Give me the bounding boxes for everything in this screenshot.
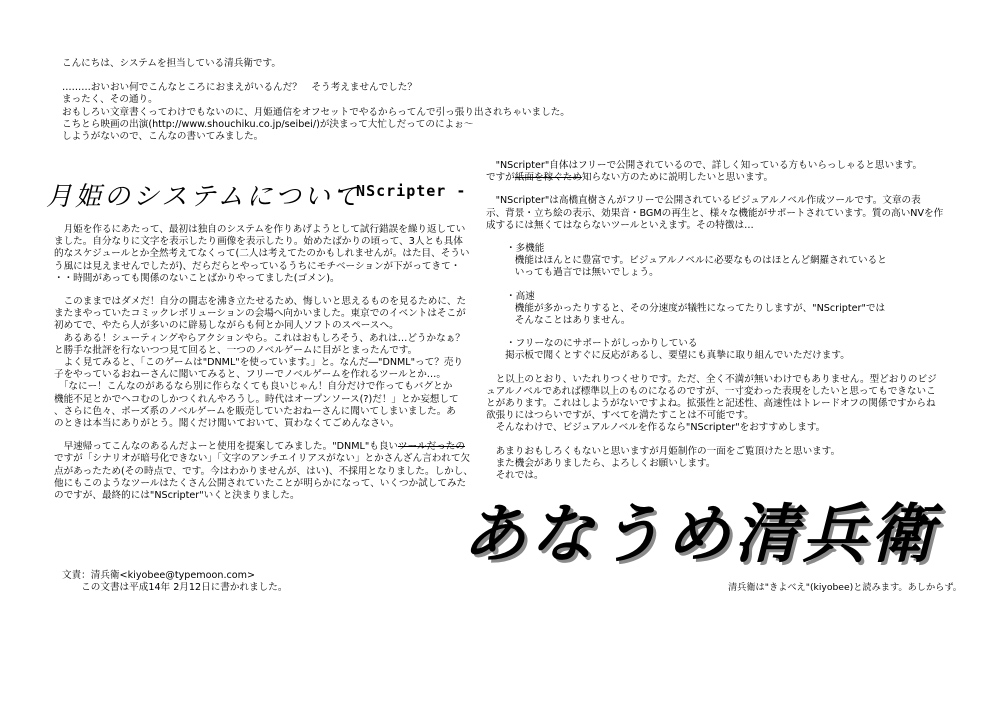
paragraph-line: ました。自分なりに文字を表示したり画像を表示したり。始めたばかりの頃って、3人とも具体: [54, 236, 463, 248]
feature-line: そんなことはありません。: [486, 315, 631, 327]
paragraph-line: と勝手な批評を行ないつつ見て回ると、一つのノベルゲームに目がとまったんです。: [54, 344, 418, 356]
author-line: 文責：清兵衛<kiyobee@typemoon.com>: [62, 570, 256, 581]
intro-line: こんにちは、システムを担当している清兵衛です。: [62, 58, 281, 69]
footer-credits: [62, 570, 287, 594]
paragraph-line: 的なスケジュールとか全然考えてなくって(二人は考えてたのかもしれませんが。はた目、そうい: [54, 248, 470, 260]
feature-line: 機能はほんとに豊富です。ビジュアルノベルに必要なものはほとんど網羅されていると: [486, 255, 887, 267]
paragraph-line: 子をやっているおねーさんに聞いてみると、フリーでノベルゲームを作れるツールとか…。: [54, 369, 446, 381]
feature-heading: ・フリーなのにサポートがしっかりしている: [506, 338, 698, 350]
article-title: [38, 176, 478, 212]
paragraph-line: また機会がありましたら、よろしくお願いします。: [486, 457, 716, 469]
intro-line: まったく、その通り。: [62, 94, 158, 106]
signature-note: 清兵衛は"きよべえ"(kiyobee)と読みます。あしからず。: [728, 582, 962, 593]
paragraph-line: 欲張りにはつらいですが、すべてを満たすことは不可能です。: [486, 410, 754, 422]
paragraph-line: あまりおもしろくもないと思いますが月姫制作の一面をご覧頂けたと思います。: [486, 445, 841, 457]
text-run: ですが: [486, 172, 515, 184]
struck-text: ツールだったの: [398, 441, 465, 453]
struck-text: 紙面を稼ぐため: [514, 172, 582, 184]
paragraph-line: 、さらに色々、ポーズ系のノベルゲームを販売していたおねーさんに聞いてしまいました。あ: [54, 405, 456, 417]
paragraph-line: のですが、最終的には"NScripter"いくと決まりました。: [54, 490, 300, 502]
feature-heading: ・多機能: [506, 243, 545, 255]
paragraph-line: ですが「シナリオが暗号化できない」「文字のアンチエイリアスがない」とかさんざん言われて欠: [54, 453, 471, 465]
title-main: 月姫のシステムについて: [46, 182, 362, 212]
date-line: この文書は平成14年 2月12日に書かれました。: [62, 582, 288, 594]
text-run: 早速帰ってこんなのあるんだよーと使用を提案してみました。"DNML"も良い: [54, 441, 399, 453]
brush-signature: あなうめ清兵衛: [462, 497, 938, 572]
left-column: [54, 224, 473, 502]
paragraph-line: "NScripter"自体はフリーで公開されているので、詳しく知っている方もいらっしゃると思います。: [486, 160, 923, 171]
paragraph-line: 初めてで、やたら人が多いのに辟易しながらも何とか同人ソフトのスペースへ。: [54, 320, 399, 332]
paragraph-line: 点があったため(その時点で、です。今はわかりませんが、はい)、不採用となりました。しかし、: [54, 465, 473, 477]
intro-line: こちとら映画の出演(http://www.shouchiku.co.jp/seibei/)が決まって大忙しだってのによぉ〜: [62, 118, 474, 130]
paragraph-line: あるある！シューティングやらアクションやら。これはおもしろそう、あれは…どうかなぁ？: [54, 332, 465, 344]
paragraph-line: のときは本当にありがとう。聞くだけ聞いておいて、買わなくてごめんなさい。: [54, 418, 400, 430]
paragraph-line: と以上のとおり、いたれりつくせりです。ただ、全く不満が無いわけでもありません。型どおりのビジ: [486, 373, 937, 385]
paragraph-line: 成するには無くてはならないツールといえます。その特徴は…: [486, 219, 754, 231]
feature-line: 掲示板で聞くとすぐに反応があるし、要望にも真摯に取り組んでいただけます。: [486, 350, 850, 362]
paragraph-line: [54, 441, 473, 453]
title-sub: - NScripter -: [336, 182, 467, 200]
intro-line: おもしろい文章書くってわけでもないのに、月姫通信をオフセットでやるからってんで引っ張り出されちゃいました。: [62, 106, 570, 118]
feature-line: いっても過言では無いでしょう。: [486, 267, 659, 279]
paragraph-line: そんなわけで、ビジュアルノベルを作るなら"NScripter"をおすすめします。: [486, 422, 826, 434]
intro-block: [62, 58, 570, 143]
paragraph-line: 示、背景・立ち絵の表示、効果音・BGMの再生と、様々な機能がサポートされています。質の高いNVを作: [486, 207, 944, 219]
paragraph-line: う風には見えませんでしたが)、だらだらとやっているうちにモチベーションが下がってきて・: [54, 260, 461, 272]
paragraph-line: ・・時間があっても関係のないことばかりやってました(ゴメン)。: [54, 272, 340, 284]
paragraph-line: それでは。: [486, 470, 544, 482]
intro-line: しようがないので、こんなの書いてみました。: [62, 131, 264, 143]
intro-line: ………おいおい何でこんなところにおまえがいるんだ？ そう考えませんでした？: [62, 82, 417, 94]
paragraph-line: 機能不足とかでヘコむのしかつくれんやろうし。時代はオープンソース(?)だ！」とか妄想して: [54, 393, 459, 405]
paragraph-line: とがあります。これはしようがないですよね。拡張性と記述性、高速性はトレードオフの関係ですからね: [486, 398, 936, 410]
paragraph-line: "NScripter"は高橋直樹さんがフリーで公開されているビジュアルノベル作成ツールです。文章の表: [486, 195, 921, 207]
paragraph-line: 「なにー！こんなのがあるなら別に作らなくても良いじゃん！自分だけで作ってもバグとか: [54, 381, 453, 393]
feature-line: 機能が多かったりすると、その分速度が犠牲になってたりしますが、"NScripter"では: [486, 302, 886, 314]
paragraph-line: よく見てみると、「このゲームは"DNML"を使っています。」と。なんだ―"DNML"って？売り: [54, 357, 464, 369]
paragraph-line: ュアルノベルであれば標準以上のものになるのですが、一寸変わった表現をしたいと思ってもできないこ: [486, 385, 936, 397]
paragraph-line: このままではダメだ！自分の闘志を沸き立たせるため、悔しいと思えるものを見るために、た: [54, 296, 467, 308]
paragraph-line: [486, 172, 943, 184]
right-column: [486, 160, 943, 482]
text-run: 知らない方のために説明したいと思います。: [581, 172, 774, 184]
paragraph-line: 月姫を作るにあたって、最初は独自のシステムを作りあげようとして試行錯誤を繰り返してい: [54, 224, 466, 235]
paragraph-line: 他にもこのようなツールはたくさん公開されていたことが明らかになって、いくつか試してみた: [54, 477, 467, 489]
feature-heading: ・高速: [506, 290, 535, 302]
paragraph-line: またまやっていたコミックレボリューションの会場へ向かいました。東京でのイベントはそこが: [54, 308, 466, 320]
